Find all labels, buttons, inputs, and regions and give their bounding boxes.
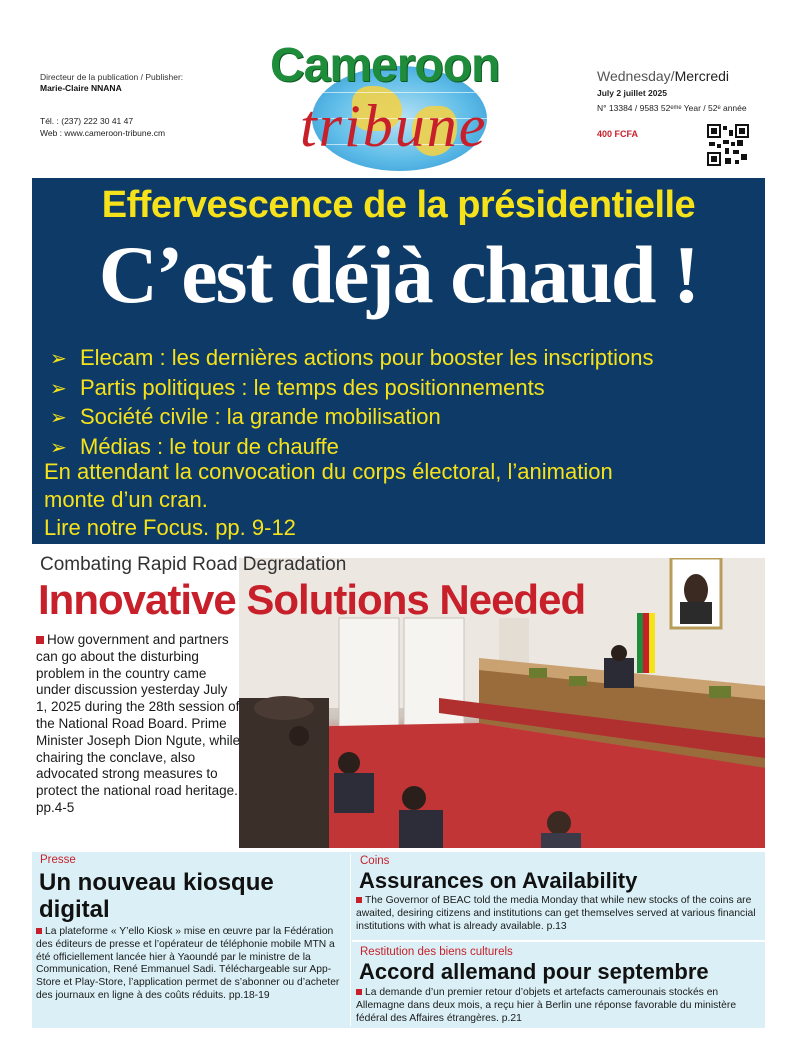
price: 400 FCFA	[597, 129, 639, 139]
issue-number: N° 13384 / 9583 52ᵉᵐᵉ Year / 52ᵉ année	[597, 103, 747, 113]
bullet-square-icon	[356, 897, 362, 903]
road-title: Innovative Solutions Needed	[38, 576, 586, 623]
culture-story[interactable]	[352, 943, 765, 1028]
road-body: How government and partners can go about the disturbing problem in the country came under discussion yesterday July 1, 2025 during the 28th session of the National Road Board. Prime Minister Joseph Dion Ngute, while chairing the conclave, also advocated strong measures to protect the national road heritage. pp.4-5	[36, 632, 241, 815]
arrow-icon: ➢	[50, 348, 67, 370]
contact-info	[40, 115, 165, 139]
culture-body: La demande d’un premier retour d’objets et artefacts camerounais stockés en Allemagne dans deux mois, a reçu hier à Berlin une réponse favorable du ministère fédéral des Affaires étrangères. p.21	[356, 987, 737, 1024]
kiosk-body: La plateforme « Y’ello Kiosk » mise en œuvre par la Fédération des éditeurs de presse et l’opérateur de téléphonie mobile MTN a été officiellement lancée hier à Yaoundé par le ministre de la Communication, René Emmanuel Sadi. Téléchargeable sur App-Store et Play-Store, l’application permet de s’abonner ou d’acheter des journaux en ligne à des coûts réduits. pp.18-19	[36, 926, 340, 1001]
lead-kicker: Effervescence de la présidentielle	[101, 184, 696, 226]
lead-title: C’est déjà chaud !	[98, 229, 699, 320]
kiosk-story[interactable]	[32, 852, 348, 1028]
bullet-square-icon	[356, 989, 362, 995]
lead-text: En attendant la convocation du corps électoral, l’animation monte d’un cran. Lire notre Focus. pp. 9-12	[44, 459, 613, 540]
lead-bullets	[50, 344, 654, 462]
qr-code-icon[interactable]	[707, 124, 749, 166]
kiosk-section-label: Presse	[40, 854, 76, 866]
coins-body: The Governor of BEAC told the media Monday that while new stocks of the coins are awaited, desiring citizens and institutions can get themselves served at various financial institutions with what is already available. p.13	[356, 895, 756, 932]
newspaper-logo	[262, 36, 540, 176]
list-item: ➢ Elecam : les dernières actions pour booster les inscriptions	[50, 344, 654, 374]
list-item: ➢ Société civile : la grande mobilisation	[50, 403, 654, 433]
culture-section-label: Restitution des biens culturels	[360, 946, 513, 958]
coins-title: Assurances on Availability	[359, 868, 638, 893]
list-item: ➢ Médias : le tour de chauffe	[50, 433, 654, 463]
arrow-icon: ➢	[50, 436, 67, 459]
logo-subtitle: tribune	[300, 93, 488, 159]
list-item: ➢ Partis politiques : le temps des positionnements	[50, 374, 654, 404]
weekday: Wednesday/Mercredi	[597, 68, 730, 84]
kiosk-title: Un nouveau kiosque digital	[39, 869, 274, 923]
issue-date: July 2 juillet 2025	[597, 88, 667, 98]
road-kicker: Combating Rapid Road Degradation	[40, 554, 347, 575]
road-story[interactable]	[32, 552, 765, 848]
coins-section-label: Coins	[360, 855, 390, 867]
column-divider	[350, 854, 351, 1026]
masthead	[0, 0, 797, 178]
website[interactable]: Web : www.cameroon-tribune.cm	[40, 128, 166, 138]
publisher-name: Marie-Claire NNANA	[40, 83, 122, 93]
bullet-square-icon	[36, 928, 42, 934]
bullet-square-icon	[36, 636, 44, 644]
publisher-info	[40, 72, 183, 94]
phone-number: Tél. : (237) 222 30 41 47	[40, 116, 134, 126]
arrow-icon: ➢	[50, 407, 67, 429]
lead-story[interactable]	[32, 178, 765, 544]
culture-title: Accord allemand pour septembre	[359, 959, 709, 984]
arrow-icon: ➢	[50, 377, 67, 400]
logo-title: Cameroon	[270, 39, 500, 92]
bottom-boxes	[32, 852, 765, 1028]
publisher-role: Directeur de la publication / Publisher:	[40, 72, 184, 82]
